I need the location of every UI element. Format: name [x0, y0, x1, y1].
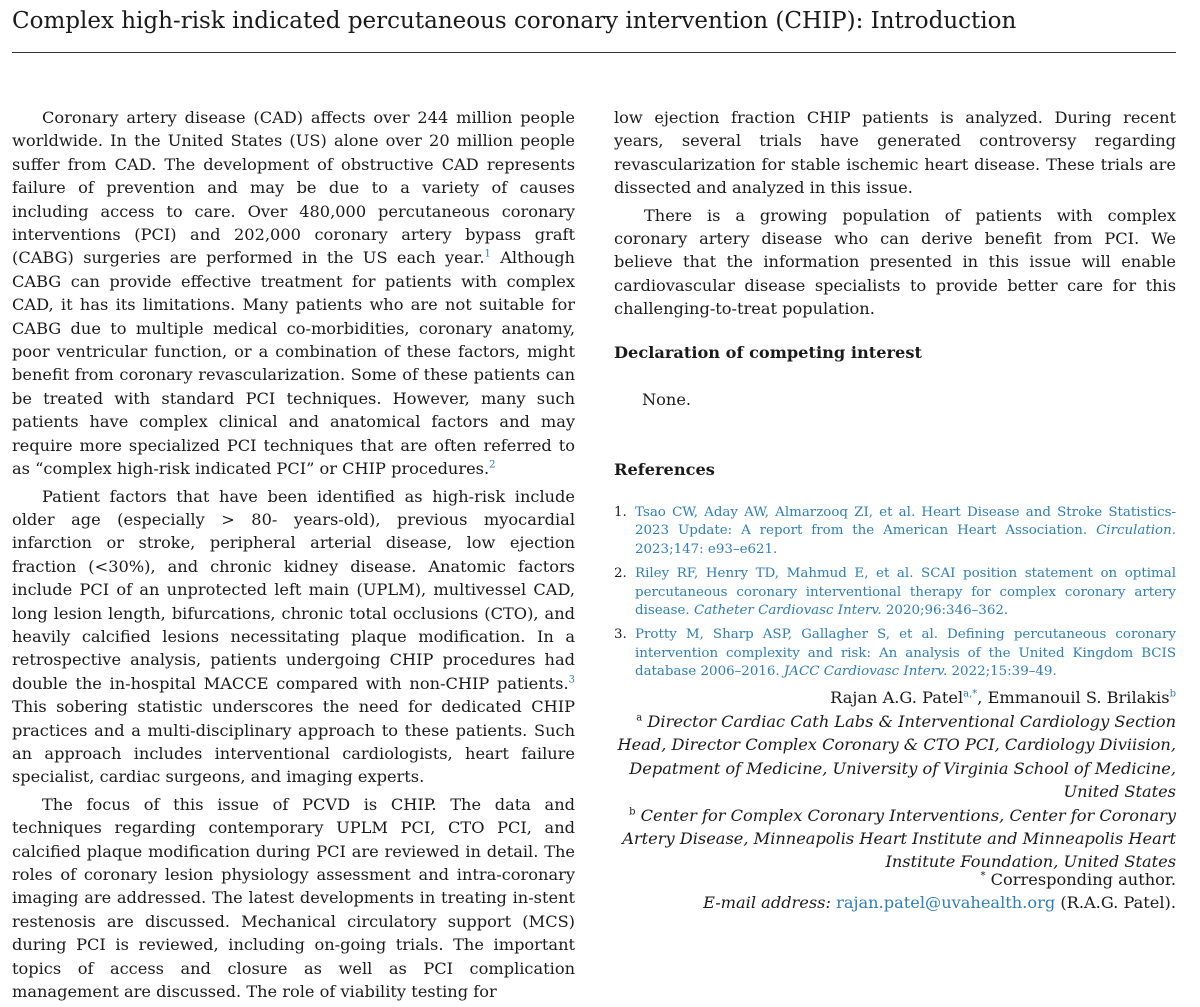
email-tail: (R.A.G. Patel).	[1055, 893, 1176, 913]
reference-item-3[interactable]	[614, 626, 1176, 681]
affiliation-a	[614, 710, 1176, 804]
email-label: E-mail address:	[703, 893, 831, 913]
article-title: Complex high-risk indicated percutaneous coronary intervention (CHIP): Introduction	[12, 8, 1017, 34]
paragraph-2-text-a: Patient factors that have been identified as high-risk include older age (especially > 80- years-old), previous myocardial infarction or stroke, peripheral arterial disease, low ejection fraction (<30%), and chronic kidney disease. Anatomic factors include PCI of an unprotected left main (UPLM), multivessel CAD, long lesion length, bifurcations, chronic total occlusions (CTO), and heavily calcified lesions necessitating plaque modification. In a retrospective analysis, patients undergoing CHIP procedures had double the in-hospital MACCE compared with non-CHIP patients.	[12, 486, 575, 693]
affiliation-b-text: Center for Complex Coronary Interventions, Center for Coronary Artery Disease, Minneapolis Heart Institute and Minneapolis Heart Institute Foundation, United States	[622, 805, 1176, 872]
correspondence	[614, 868, 1176, 915]
references-heading: References	[614, 460, 715, 479]
author-1-name: Rajan A.G. Patel	[830, 688, 964, 707]
paragraph-3-text: The focus of this issue of PCVD is CHIP. The data and techniques regarding contemporary UPLM PCI, CTO PCI, and calcified plaque modification during PCI are reviewed in detail. The roles of coronary lesion physiology assessment and intra-coronary imaging are addressed. The latest developments in treating in-stent restenosis are discussed. Mechanical circulatory support (MCS) during PCI is reviewed, including on-going trials. The important topics of access and closure as well as PCI complication management are discussed. The role of viability testing for	[12, 794, 575, 1002]
paragraph-1-text-a: Coronary artery disease (CAD) affects over 244 million people worldwide. In the United States (US) alone over 20 million people suffer from CAD. The development of obstructive CAD represents failure of prevention and may be due to a variety of causes including access to care. Over 480,000 percutaneous coronary interventions (PCI) and 202,000 coronary artery bypass graft (CABG) surgeries are performed in the US each year.	[12, 108, 575, 268]
reference-number: 2.	[614, 566, 627, 582]
author-2-affiliation-link[interactable]: b	[1169, 688, 1176, 700]
affiliation-a-mark: a	[636, 712, 643, 724]
declaration-heading: Declaration of competing interest	[614, 343, 922, 362]
reference-tail: 2022;15:39–49.	[947, 664, 1057, 680]
reference-number: 1.	[614, 505, 627, 520]
author-separator: ,	[977, 688, 988, 707]
reference-number: 3.	[614, 627, 627, 643]
declaration-text: None.	[642, 390, 692, 409]
corresponding-mark: *	[980, 870, 986, 882]
reference-text: Protty M, Sharp ASP, Gallagher S, et al. Defining percutaneous coronary intervention complexity and risk: An analysis of the United Kingdom BCIS database 2006–2016.	[635, 627, 1176, 680]
author-line	[614, 686, 1176, 709]
author-2-name: Emmanouil S. Brilakis	[987, 688, 1170, 707]
paragraph-2-text-b: This sobering statistic underscores the need for dedicated CHIP practices and a multi-disciplinary approach to these patients. Such an approach includes interventional cardiologists, heart failure specialist, cardiac surgeons, and imaging experts.	[12, 697, 575, 787]
paragraph-3	[12, 793, 575, 1004]
citation-link-1[interactable]: 1	[484, 249, 491, 261]
paragraph-3-continued: low ejection fraction CHIP patients is analyzed. During recent years, several trials have generated controversy regarding revascularization for stable ischemic heart disease. These trials are dissected and analyzed in this issue.	[614, 108, 1176, 198]
reference-item-1[interactable]	[614, 504, 1176, 559]
citation-link-3[interactable]: 3	[568, 674, 575, 686]
email-line	[614, 891, 1176, 914]
affiliation-b-mark: b	[629, 806, 636, 818]
reference-text: Riley RF, Henry TD, Mahmud E, et al. SCAI position statement on optimal percutaneous coronary interventional therapy for complex coronary artery disease.	[635, 566, 1176, 619]
reference-journal: Catheter Cardiovasc Interv.	[693, 603, 882, 619]
corresponding-text: Corresponding author.	[985, 870, 1176, 889]
reference-text: Tsao CW, Aday AW, Almarzooq ZI, et al. Heart Disease and Stroke Statistics-2023 Update: A report from the American Heart Association.	[635, 505, 1176, 539]
reference-tail: 2023;147: e93–e621.	[635, 541, 778, 557]
citation-link-2[interactable]: 2	[489, 459, 496, 471]
author-1-affiliation-link[interactable]: a,*	[963, 688, 978, 700]
paragraph-2	[12, 485, 575, 789]
left-column	[12, 106, 575, 1007]
reference-tail: 2020;96:346–362.	[881, 603, 1009, 619]
title-divider	[12, 52, 1176, 53]
affiliations	[614, 710, 1176, 874]
email-link[interactable]: rajan.patel@uvahealth.org	[836, 893, 1056, 913]
paragraph-1-text-b: Although CABG can provide effective treatment for patients with complex CAD, it has its limitations. Many patients who are not suitable for CABG due to multiple medical co-morbidities, coronary anatomy, poor ventricular function, or a combination of these factors, might benefit from coronary revascularization. Some of these patients can be treated with standard PCI techniques. However, many such patients have complex clinical and anatomical factors and may require more specialized PCI techniques that are often referred to as “complex high-risk indicated PCI” or CHIP procedures.	[12, 248, 575, 479]
right-column	[614, 106, 1176, 913]
corresponding-author-note	[614, 868, 1176, 891]
affiliation-a-text: Director Cardiac Cath Labs & Interventional Cardiology Section Head, Director Complex Coronary & CTO PCI, Cardiology Diviision, Depatment of Medicine, University of Virginia School of Medicine, United States	[617, 712, 1176, 802]
reference-journal: Circulation.	[1096, 523, 1176, 539]
references-list	[614, 504, 1176, 688]
reference-journal: JACC Cardiovasc Interv.	[783, 664, 948, 680]
reference-item-2[interactable]	[614, 565, 1176, 620]
affiliation-b	[614, 804, 1176, 874]
paragraph-4: There is a growing population of patients with complex coronary artery disease who can derive benefit from PCI. We believe that the information presented in this issue will enable cardiovascular disease specialists to provide better care for this challenging-to-treat population.	[614, 205, 1176, 319]
paragraph-1	[12, 106, 575, 481]
